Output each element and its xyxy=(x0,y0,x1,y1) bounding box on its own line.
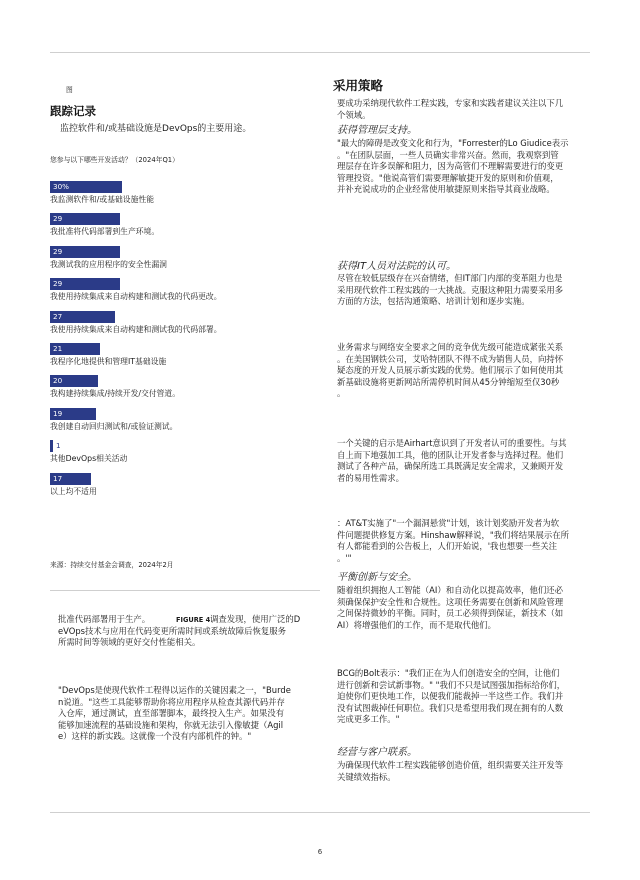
bar-value: 29 xyxy=(53,246,63,256)
text-line: 理层存在许多误解和阻力，因为高管们不理解需要进行的变更 xyxy=(337,161,564,171)
text-line: 一个关键的启示是Airhart意识到了开发者认可的重要性。与其 xyxy=(337,438,567,448)
bar-row xyxy=(50,278,310,306)
bar-row xyxy=(50,213,310,241)
subhead-management-support: 获得管理层支持。 xyxy=(337,125,417,136)
text-line: AI）将增强他们的工作，而不是取代他们。 xyxy=(337,619,496,630)
subhead-innovation-security: 平衡创新与安全。 xyxy=(337,572,417,583)
bar xyxy=(50,343,100,355)
text-line: 须确保保护安全性和合规性。这项任务需要在创新和风险管理 xyxy=(337,596,564,607)
bar-value: 20 xyxy=(53,376,63,386)
text-line: 管理投资。"他说高管们需要理解敏捷开发的原则和价值观， xyxy=(337,172,559,183)
text-line: 件问题提供修复方案。Hinshaw解释说，"我们将结果展示在所 xyxy=(337,529,570,540)
bar-label: 我使用持续集成来自动构建和测试我的代码更改。 xyxy=(50,292,222,302)
top-rule xyxy=(50,52,590,53)
text-line: 者的易用性需求。 xyxy=(337,472,404,483)
figure-label: FIGURE 4 xyxy=(176,616,211,624)
text-line: 进行创新和尝试新事物。" "我们不只是试图强加指标给你们， xyxy=(337,679,566,690)
text-line: 尽管在较低层级存在兴奋情绪，但IT部门内部的变革阻力也是 xyxy=(337,273,563,283)
bar-row xyxy=(50,473,310,501)
bar-row xyxy=(50,181,310,209)
bar xyxy=(50,375,98,387)
bar-value: 17 xyxy=(53,473,63,483)
text-line: 。 xyxy=(337,388,346,398)
bar-row xyxy=(50,246,310,274)
bar-value: 19 xyxy=(53,408,63,418)
bar-row xyxy=(50,343,310,371)
bar xyxy=(50,246,120,258)
bar-row xyxy=(50,408,310,436)
left-heading: 跟踪记录 xyxy=(50,104,96,118)
subhead-it-buy-in: 获得IT人员对法院的认可。 xyxy=(337,261,457,272)
text-line: 关键绩效指标。 xyxy=(337,771,396,782)
text-line: "最大的障碍是改变文化和行为，"Forrester的Lo Giudice表示 xyxy=(337,138,569,148)
bar-value: 27 xyxy=(53,311,63,321)
text-line: 。'" xyxy=(337,552,352,563)
text-line: 要成功采纳现代软件工程实践，专家和实践者建议关注以下几 xyxy=(337,98,564,108)
source-note: 来源：持续交付基金会调查，2024年2月 xyxy=(50,561,174,569)
bar xyxy=(50,473,91,485)
quote-line: "DevOps是使现代软件工程得以运作的关键因素之一，"Burde xyxy=(58,685,291,695)
bar-label: 以上均不适用 xyxy=(50,486,97,496)
subhead-customer-link: 经营与客户联系。 xyxy=(337,747,417,758)
bar-row xyxy=(50,440,310,468)
text-line: 采用现代软件工程实践的一大挑战。克服这种阻力需要采用多 xyxy=(337,284,564,295)
survey-question: 您参与以下哪些开发活动？（2024年Q1） xyxy=(50,156,179,164)
text-line: 为确保现代软件工程实践能够创造价值，组织需要关注开发等 xyxy=(337,760,564,770)
text-line: 业务需求与网络安全要求之间的竞争优先级可能造成紧张关系 xyxy=(337,342,564,352)
bar-value: 30% xyxy=(53,182,69,191)
text-line: 迫使你们更快地工作，以便我们能裁掉一半这些工作。我们并 xyxy=(337,691,564,701)
text-line: 完成更多工作。" xyxy=(337,714,400,724)
text-line: BCG的Bolt表示："我们正在为人们创造安全的空间，让他们 xyxy=(337,668,560,678)
text-line: 新基础设施将更新网站所需停机时间从45分钟缩短至仅30秒 xyxy=(337,376,560,387)
bar-value: 29 xyxy=(53,279,63,289)
bar-label: 我测试我的应用程序的安全性漏洞 xyxy=(50,259,167,269)
caption-line: 批准代码部署用于生产。 xyxy=(58,614,151,624)
quote-line: n说道。"这些工具能够帮助你将应用程序从检查其源代码并存 xyxy=(58,696,285,707)
text-line: 并补充说成功的企业经常使用敏捷原则来指导其商业战略。 xyxy=(337,184,555,194)
bar xyxy=(50,311,115,323)
bar-row xyxy=(50,375,310,403)
text-line: 没有试图裁掉任何职位。我们只是希望用我们现在拥有的人数 xyxy=(337,702,564,713)
text-line: 之间保持微妙的平衡。同时，员工必须得到保证，新技术（如 xyxy=(337,608,564,618)
caption-line: eVOps技术与应用在代码变更所需时间或系统故障后恢复服务 xyxy=(58,625,287,636)
bar-label: 其他DevOps相关活动 xyxy=(50,454,128,464)
caption-line: 调查发现，使用广泛的D xyxy=(210,614,301,624)
text-line: 有人都能看到的公告板上，人们开始说，'我也想要一些关注 xyxy=(337,541,558,551)
bar-label: 我监测软件和/或基础设施性能 xyxy=(50,195,154,204)
bar-row xyxy=(50,311,310,339)
bar-label: 我使用持续集成来自动构建和测试我的代码部署。 xyxy=(50,324,222,334)
text-line: 随着组织拥抱人工智能（AI）和自动化以提高效率，他们还必 xyxy=(337,585,563,595)
bar xyxy=(50,213,120,225)
text-line: 测试了各种产品，确保所选工具既满足安全需求，又兼顾开发 xyxy=(337,461,564,471)
bar xyxy=(50,181,122,193)
quote-line: 入仓库，通过测试，直至部署脚本，最终投入生产。如果没有 xyxy=(58,708,285,718)
bar-label: 我批准将代码部署到生产环境。 xyxy=(50,227,160,237)
left-separator xyxy=(50,590,320,591)
text-line: ：AT&T实施了"一个漏洞悬赏"计划，该计划奖励开发者为软 xyxy=(337,518,560,528)
text-line: 。"在团队层面，一些人员确实非常兴奋。然而，我观察到管 xyxy=(337,149,559,160)
caption-line: 所需时间等领域的更好交付性能相关。 xyxy=(58,637,201,647)
text-line: 方面的方法，包括沟通策略、培训计划和逐步实施。 xyxy=(337,296,530,306)
bar-label: 我创建自动回归测试和/或验证测试。 xyxy=(50,421,178,431)
bottom-rule xyxy=(50,812,590,813)
bar-value: 29 xyxy=(53,214,63,224)
bar-label: 我程序化地提供和管理IT基础设施 xyxy=(50,357,167,366)
text-line: 自上而下地强加工具，他的团队让开发者参与选择过程。他们 xyxy=(337,449,564,460)
text-line: 个领域。 xyxy=(337,109,371,120)
page-number: 6 xyxy=(317,848,323,856)
text-line: 疑态度的开发人员展示新实践的优势。他们展示了如何使用其 xyxy=(337,365,564,375)
quote-line: 能够加速流程的基础设施和架构，你就无法引入像敏捷（Agil xyxy=(58,719,284,730)
left-intro: 监控软件和/或基础设施是DevOps的主要用途。 xyxy=(60,124,252,134)
text-line: 。在美国钢铁公司，艾哈特团队不得不成为销售人员，向持怀 xyxy=(337,353,564,364)
bar xyxy=(50,440,61,452)
bar-value: 21 xyxy=(53,344,63,353)
bar xyxy=(50,278,120,290)
section-marker: 图 xyxy=(66,86,73,94)
bar-value: 1 xyxy=(56,441,61,451)
quote-line: e）这样的新实践。这就像一个没有内部机件的钟。" xyxy=(58,731,252,741)
bar-label: 我构建持续集成/持续开发/交付管道。 xyxy=(50,389,181,399)
right-heading: 采用策略 xyxy=(333,78,384,93)
bar xyxy=(50,408,96,420)
